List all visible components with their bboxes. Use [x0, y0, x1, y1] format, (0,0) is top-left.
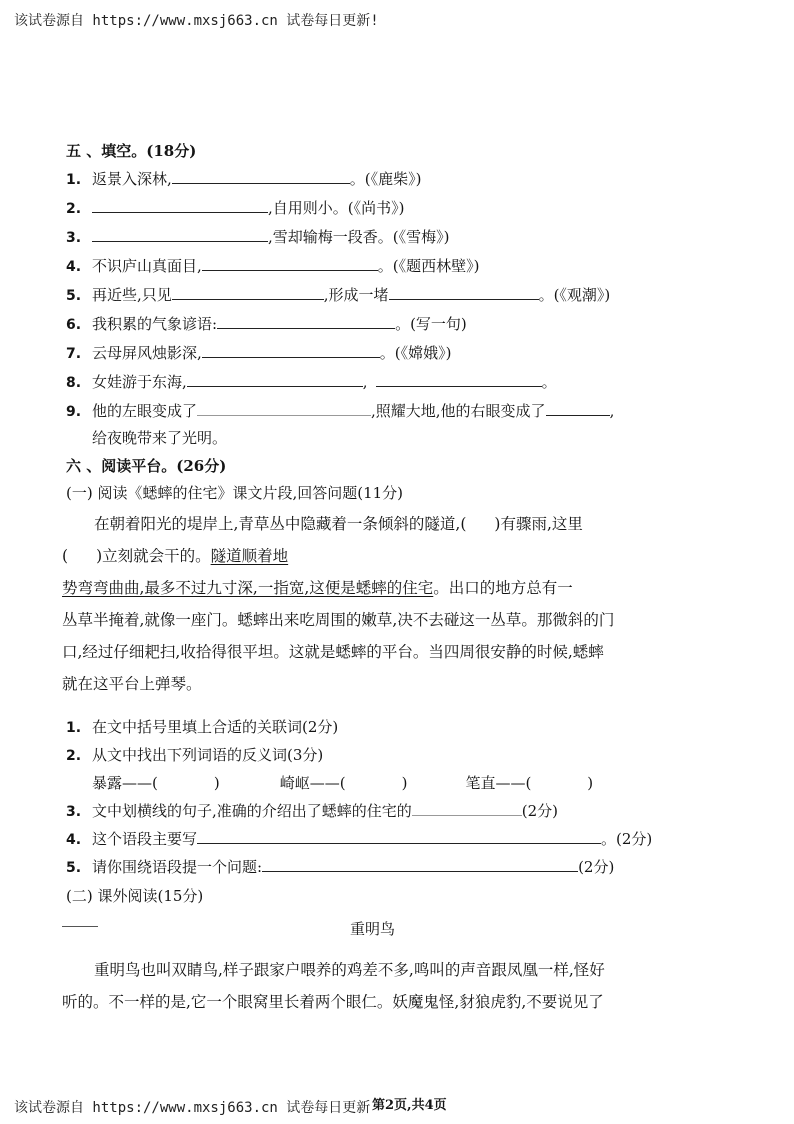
- q-text: ,雪却输梅一段香。(《雪梅》): [268, 228, 450, 246]
- q-number: 3.: [66, 230, 82, 246]
- q5-9: [66, 401, 614, 422]
- section5-heading: 五 、填空。(18分): [66, 142, 197, 160]
- r-q4: 4. 这个语段主要写 。(2分): [66, 830, 653, 848]
- q-text: ,: [362, 373, 368, 391]
- q-text: 我积累的气象谚语:: [92, 315, 218, 333]
- passage-line: 势弯弯曲曲,最多不过九寸深,一指宽,这便是蟋蟀的住宅。出口的地方总有一: [62, 579, 573, 597]
- passage-title: 重明鸟: [350, 920, 396, 938]
- part1-heading: (一) 阅读《蟋蟀的住宅》课文片段,回答问题(11分): [66, 484, 404, 502]
- q-text: 。(《观潮》): [538, 286, 611, 304]
- r-q5: 5. 请你围绕语段提一个问题: (2分): [66, 858, 615, 876]
- r-q3: 3. 文中划横线的句子,准确的介绍出了蟋蟀的住宅的 (2分): [66, 802, 559, 820]
- q-number: 5.: [66, 288, 82, 304]
- q-text: 他的左眼变成了: [92, 402, 198, 420]
- q5-1: [66, 169, 422, 190]
- watermark-bottom: 该试卷源自 https://www.mxsj663.cn 试卷每日更新: [14, 1100, 371, 1116]
- answer-blank[interactable]: [172, 285, 324, 300]
- q5-2: [66, 198, 404, 219]
- passage-line: 丛草半掩着,就像一座门。蟋蟀出来吃周围的嫩草,决不去碰这一丛草。那微斜的门: [62, 611, 615, 629]
- answer-blank[interactable]: [376, 372, 542, 387]
- answer-blank[interactable]: [197, 829, 601, 844]
- part2-heading: (二) 课外阅读(15分): [66, 887, 204, 905]
- answer-blank[interactable]: [389, 285, 539, 300]
- q-text: ,自用则小。(《尚书》): [268, 199, 405, 217]
- reading-passage-1: [62, 508, 672, 700]
- antonym-item: 笔直——( ): [465, 774, 594, 792]
- q-number: 6.: [66, 317, 82, 333]
- q-text: 。: [541, 373, 557, 391]
- antonym-row: [92, 773, 593, 793]
- underlined-sentence: 隧道顺着地: [210, 547, 289, 565]
- q-number: 4.: [66, 259, 82, 275]
- answer-blank[interactable]: [217, 314, 395, 329]
- passage-line: 听的。不一样的是,它一个眼窝里长着两个眼仁。妖魔鬼怪,豺狼虎豹,不要说见了: [62, 993, 604, 1011]
- q5-3: [66, 227, 449, 248]
- section6-heading: 六 、阅读平台。(26分): [66, 457, 227, 475]
- q-text: 。(《嫦娥》): [379, 344, 452, 362]
- antonym-item: 崎岖——( ): [279, 774, 408, 792]
- answer-blank[interactable]: [546, 401, 610, 416]
- q-text: 再近些,只见: [92, 286, 172, 304]
- q-number: 2.: [66, 201, 82, 217]
- q-text: ,照耀大地,他的右眼变成了: [371, 402, 546, 420]
- q-text: ,形成一堵: [323, 286, 389, 304]
- q-number: 8.: [66, 375, 82, 391]
- reading-passage-2: [62, 954, 672, 1018]
- q-text: 。(《题西林壁》): [377, 257, 480, 275]
- answer-blank[interactable]: [92, 198, 268, 213]
- passage-line: 在朝着阳光的堤岸上,青草丛中隐藏着一条倾斜的隧道,( )有骤雨,这里: [94, 515, 583, 533]
- q5-9-continued: 给夜晚带来了光明。: [92, 429, 228, 447]
- answer-blank[interactable]: [202, 343, 380, 358]
- answer-blank[interactable]: [262, 857, 578, 872]
- watermark-top: 该试卷源自 https://www.mxsj663.cn 试卷每日更新!: [14, 13, 379, 29]
- q5-4: [66, 256, 480, 277]
- q-number: 1.: [66, 172, 82, 188]
- q-number: 9.: [66, 404, 82, 420]
- antonym-item: 暴露——( ): [92, 774, 220, 792]
- passage-line: 就在这平台上弹琴。: [62, 675, 202, 693]
- r-q2: 2. 从文中找出下列词语的反义词(3分): [66, 746, 324, 764]
- answer-blank[interactable]: [412, 801, 522, 816]
- q-text: 。(写一句): [395, 315, 467, 333]
- q-text: 女娃游于东海,: [92, 373, 187, 391]
- q-number: 7.: [66, 346, 82, 362]
- q-text: 。(《鹿柴》): [349, 170, 422, 188]
- answer-blank[interactable]: [172, 169, 350, 184]
- underlined-sentence: 势弯弯曲曲,最多不过九寸深,一指宽,这便是蟋蟀的住宅: [62, 579, 434, 597]
- q-text: 不识庐山真面目,: [92, 257, 202, 275]
- q-text: ,: [609, 402, 615, 420]
- passage-line: 口,经过仔细耙扫,收拾得很平坦。这就是蟋蟀的平台。当四周很安静的时候,蟋蟀: [62, 643, 604, 661]
- answer-blank[interactable]: [187, 372, 363, 387]
- r-q1: 1. 在文中括号里填上合适的关联词(2分): [66, 718, 339, 736]
- q5-6: [66, 314, 467, 335]
- q-text: 云母屏风烛影深,: [92, 344, 202, 362]
- answer-blank[interactable]: [92, 227, 268, 242]
- q-text: 返景入深林,: [92, 170, 172, 188]
- divider: [62, 926, 98, 927]
- passage-line: ( )立刻就会干的。隧道顺着地: [62, 547, 289, 565]
- q5-8: [66, 372, 557, 393]
- answer-blank[interactable]: [197, 401, 371, 416]
- q5-5: [66, 285, 610, 306]
- answer-blank[interactable]: [202, 256, 378, 271]
- passage-line: 重明鸟也叫双睛鸟,样子跟家户喂养的鸡差不多,鸣叫的声音跟凤凰一样,怪好: [94, 961, 605, 979]
- page-number: 第2页,共4页: [372, 1098, 447, 1113]
- q5-7: [66, 343, 452, 364]
